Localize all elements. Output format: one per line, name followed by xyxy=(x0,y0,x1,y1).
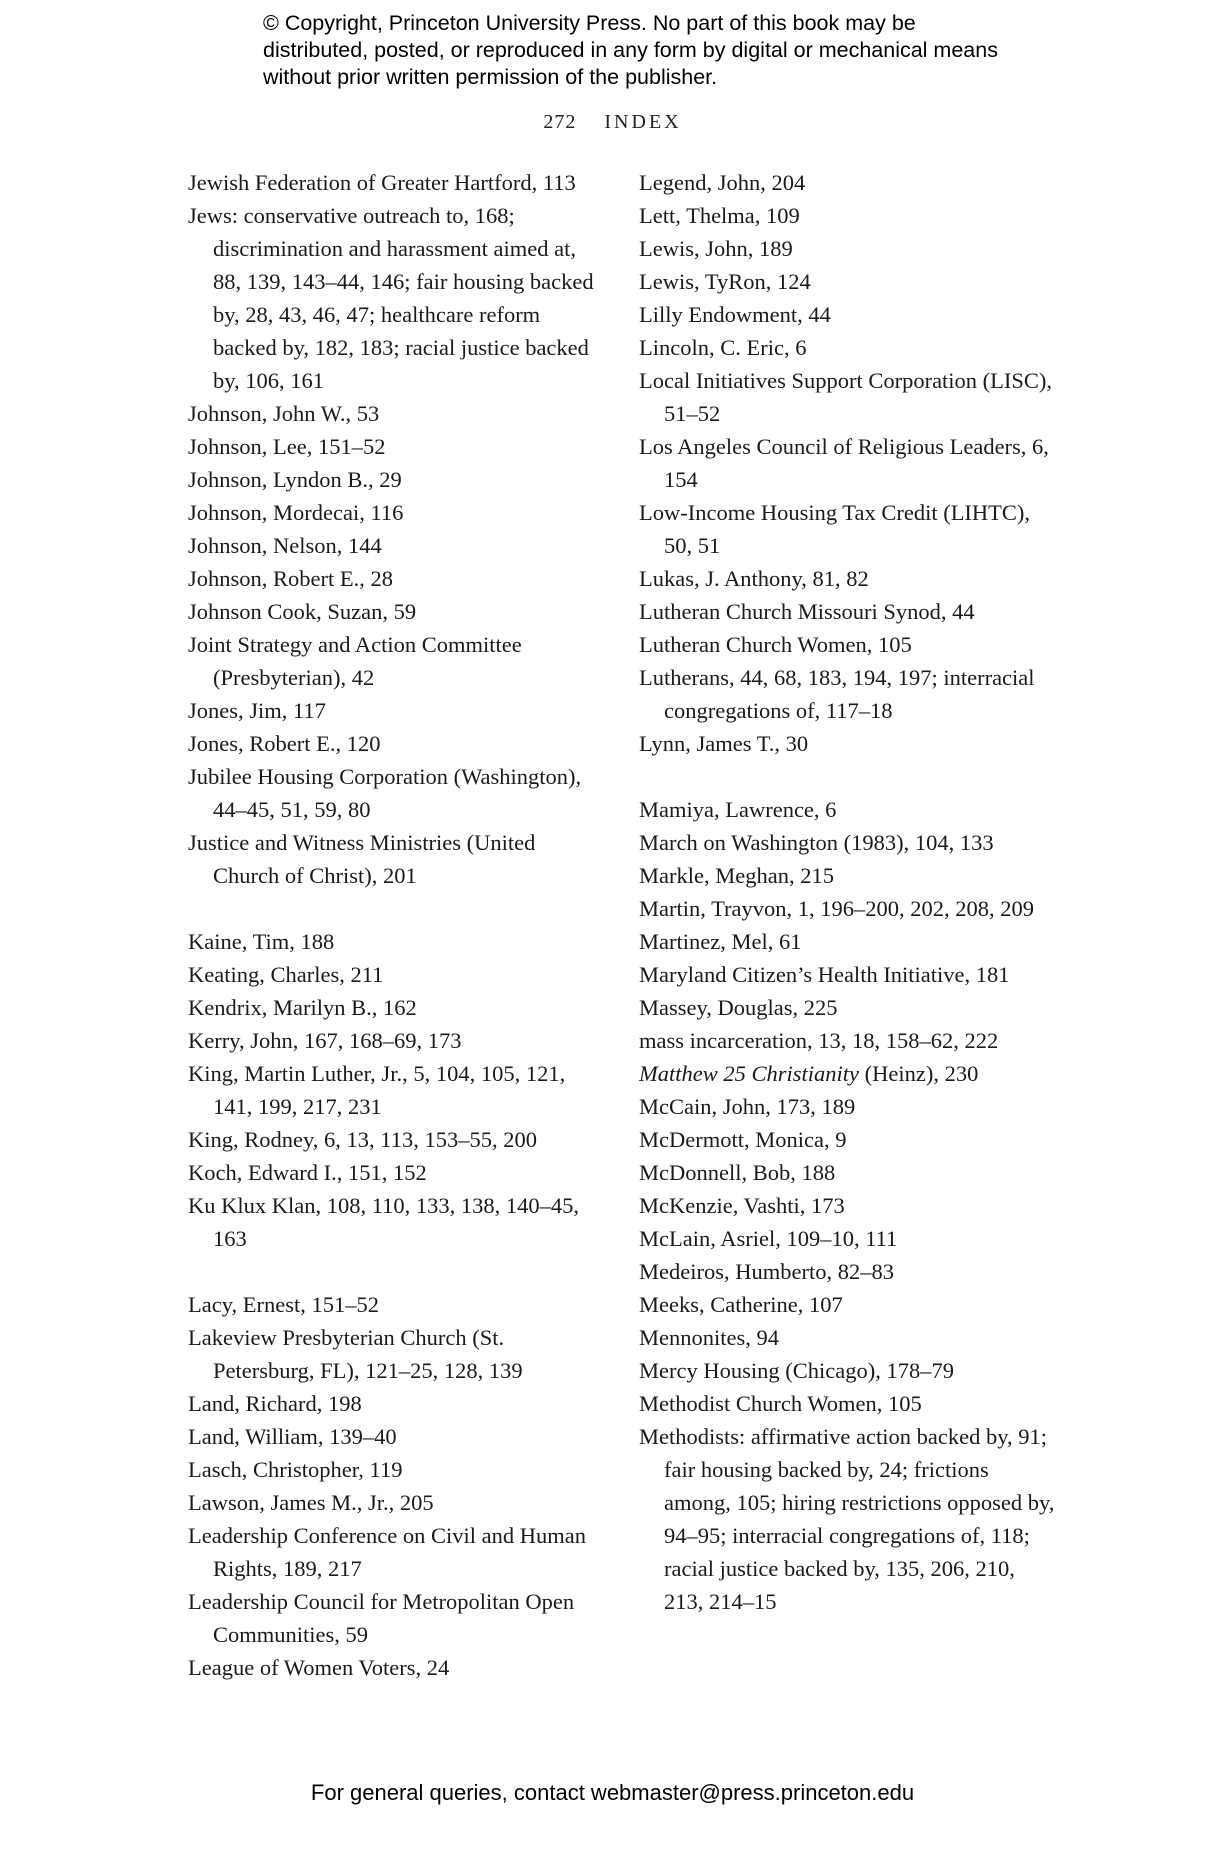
letter-group-gap xyxy=(188,892,603,925)
index-entry: Methodists: affirmative action backed by, 91; fair housing backed by, 24; frictions among, 105; hiring restrictions opposed by, 94–95; interracial congregations of, 118; racial justice backed by, 135, 206, 210, 213, 214–15 xyxy=(639,1424,1055,1614)
index-entry: McCain, John, 173, 189 xyxy=(639,1094,856,1119)
index-entry: Mercy Housing (Chicago), 178–79 xyxy=(639,1358,954,1383)
index-entry: Martin, Trayvon, 1, 196–200, 202, 208, 209 xyxy=(639,896,1035,921)
index-entry: Lawson, James M., Jr., 205 xyxy=(188,1490,434,1515)
index-entry: Koch, Edward I., 151, 152 xyxy=(188,1160,427,1185)
index-column-right xyxy=(639,166,1059,1618)
index-entry: Johnson, Robert E., 28 xyxy=(188,566,393,591)
index-entry: McDermott, Monica, 9 xyxy=(639,1127,847,1152)
index-entry: Jones, Robert E., 120 xyxy=(188,731,381,756)
index-entry: Jubilee Housing Corporation (Washington), 44–45, 51, 59, 80 xyxy=(188,764,582,822)
index-entry: Markle, Meghan, 215 xyxy=(639,863,834,888)
index-entry: King, Rodney, 6, 13, 113, 153–55, 200 xyxy=(188,1127,537,1152)
index-entry: Lutheran Church Missouri Synod, 44 xyxy=(639,599,975,624)
index-entry: McKenzie, Vashti, 173 xyxy=(639,1193,845,1218)
index-entry: Land, William, 139–40 xyxy=(188,1424,397,1449)
index-entry: Kerry, John, 167, 168–69, 173 xyxy=(188,1028,462,1053)
index-entry: Lutherans, 44, 68, 183, 194, 197; interracial congregations of, 117–18 xyxy=(639,665,1035,723)
index-entry: Land, Richard, 198 xyxy=(188,1391,362,1416)
index-entry: Ku Klux Klan, 108, 110, 133, 138, 140–45, 163 xyxy=(188,1193,580,1251)
index-entry: Johnson, Nelson, 144 xyxy=(188,533,382,558)
index-entry: Lilly Endowment, 44 xyxy=(639,302,831,327)
index-entry: Lewis, John, 189 xyxy=(639,236,793,261)
index-entry: Maryland Citizen’s Health Initiative, 181 xyxy=(639,962,1010,987)
index-entry: Lukas, J. Anthony, 81, 82 xyxy=(639,566,869,591)
index-entry: Meeks, Catherine, 107 xyxy=(639,1292,843,1317)
index-entry: Jewish Federation of Greater Hartford, 113 xyxy=(188,170,576,195)
index-entry: Legend, John, 204 xyxy=(639,170,806,195)
index-entry: Johnson Cook, Suzan, 59 xyxy=(188,599,417,624)
index-entry: Lett, Thelma, 109 xyxy=(639,203,800,228)
index-entry: Lakeview Presbyterian Church (St. Petersburg, FL), 121–25, 128, 139 xyxy=(188,1325,523,1383)
index-entry: Johnson, Mordecai, 116 xyxy=(188,500,404,525)
index-entry: Leadership Conference on Civil and Human Rights, 189, 217 xyxy=(188,1523,587,1581)
index-entry: Johnson, John W., 53 xyxy=(188,401,380,426)
index-entry: Leadership Council for Metropolitan Open Communities, 59 xyxy=(188,1589,575,1647)
index-column-left xyxy=(188,166,603,1684)
index-entry: Lewis, TyRon, 124 xyxy=(639,269,811,294)
index-entry: Kaine, Tim, 188 xyxy=(188,929,335,954)
section-title: INDEX xyxy=(604,111,682,133)
index-entry: Lasch, Christopher, 119 xyxy=(188,1457,403,1482)
index-entry: mass incarceration, 13, 18, 158–62, 222 xyxy=(639,1028,999,1053)
index-entry: Lynn, James T., 30 xyxy=(639,731,809,756)
index-entry: Johnson, Lee, 151–52 xyxy=(188,434,386,459)
index-entry: Justice and Witness Ministries (United Church of Christ), 201 xyxy=(188,830,536,888)
index-entry: McDonnell, Bob, 188 xyxy=(639,1160,836,1185)
index-entry: League of Women Voters, 24 xyxy=(188,1655,450,1680)
index-entry: Los Angeles Council of Religious Leaders, 6, 154 xyxy=(639,434,1049,492)
index-entry: Lincoln, C. Eric, 6 xyxy=(639,335,807,360)
index-entry: Lacy, Ernest, 151–52 xyxy=(188,1292,379,1317)
index-entry: Martinez, Mel, 61 xyxy=(639,929,802,954)
index-entry: McLain, Asriel, 109–10, 111 xyxy=(639,1226,898,1251)
index-entry: Mamiya, Lawrence, 6 xyxy=(639,797,837,822)
index-entry: Keating, Charles, 211 xyxy=(188,962,384,987)
index-entry: Massey, Douglas, 225 xyxy=(639,995,838,1020)
index-entry: Methodist Church Women, 105 xyxy=(639,1391,922,1416)
index-entry: Lutheran Church Women, 105 xyxy=(639,632,912,657)
index-entry: Joint Strategy and Action Committee (Presbyterian), 42 xyxy=(188,632,522,690)
letter-group-gap xyxy=(188,1255,603,1288)
index-entry: Matthew 25 Christianity (Heinz), 230 xyxy=(639,1061,979,1086)
page-number: 272 xyxy=(543,111,577,133)
index-entry: Mennonites, 94 xyxy=(639,1325,779,1350)
letter-group-gap xyxy=(639,760,1059,793)
index-entry: Jews: conservative outreach to, 168; discrimination and harassment aimed at, 88, 139, 143–44, 146; fair housing backed by, 28, 43, 46, 47; healthcare reform backed by, 182, 183; racial justice backed by, 106, 161 xyxy=(188,203,594,393)
index-entry: March on Washington (1983), 104, 133 xyxy=(639,830,994,855)
index-entry: Johnson, Lyndon B., 29 xyxy=(188,467,402,492)
copyright-notice: © Copyright, Princeton University Press. No part of this book may be distributed, posted, or reproduced in any form by digital or mechanical means without prior written permission of the publisher. xyxy=(263,11,998,89)
index-entry: Jones, Jim, 117 xyxy=(188,698,326,723)
footer-contact: For general queries, contact webmaster@press.princeton.edu xyxy=(310,1780,915,1805)
index-entry: King, Martin Luther, Jr., 5, 104, 105, 121, 141, 199, 217, 231 xyxy=(188,1061,566,1119)
index-entry: Kendrix, Marilyn B., 162 xyxy=(188,995,417,1020)
index-entry: Local Initiatives Support Corporation (LISC), 51–52 xyxy=(639,368,1053,426)
index-entry: Medeiros, Humberto, 82–83 xyxy=(639,1259,894,1284)
running-head xyxy=(0,111,1225,134)
index-entry: Low-Income Housing Tax Credit (LIHTC), 50, 51 xyxy=(639,500,1031,558)
